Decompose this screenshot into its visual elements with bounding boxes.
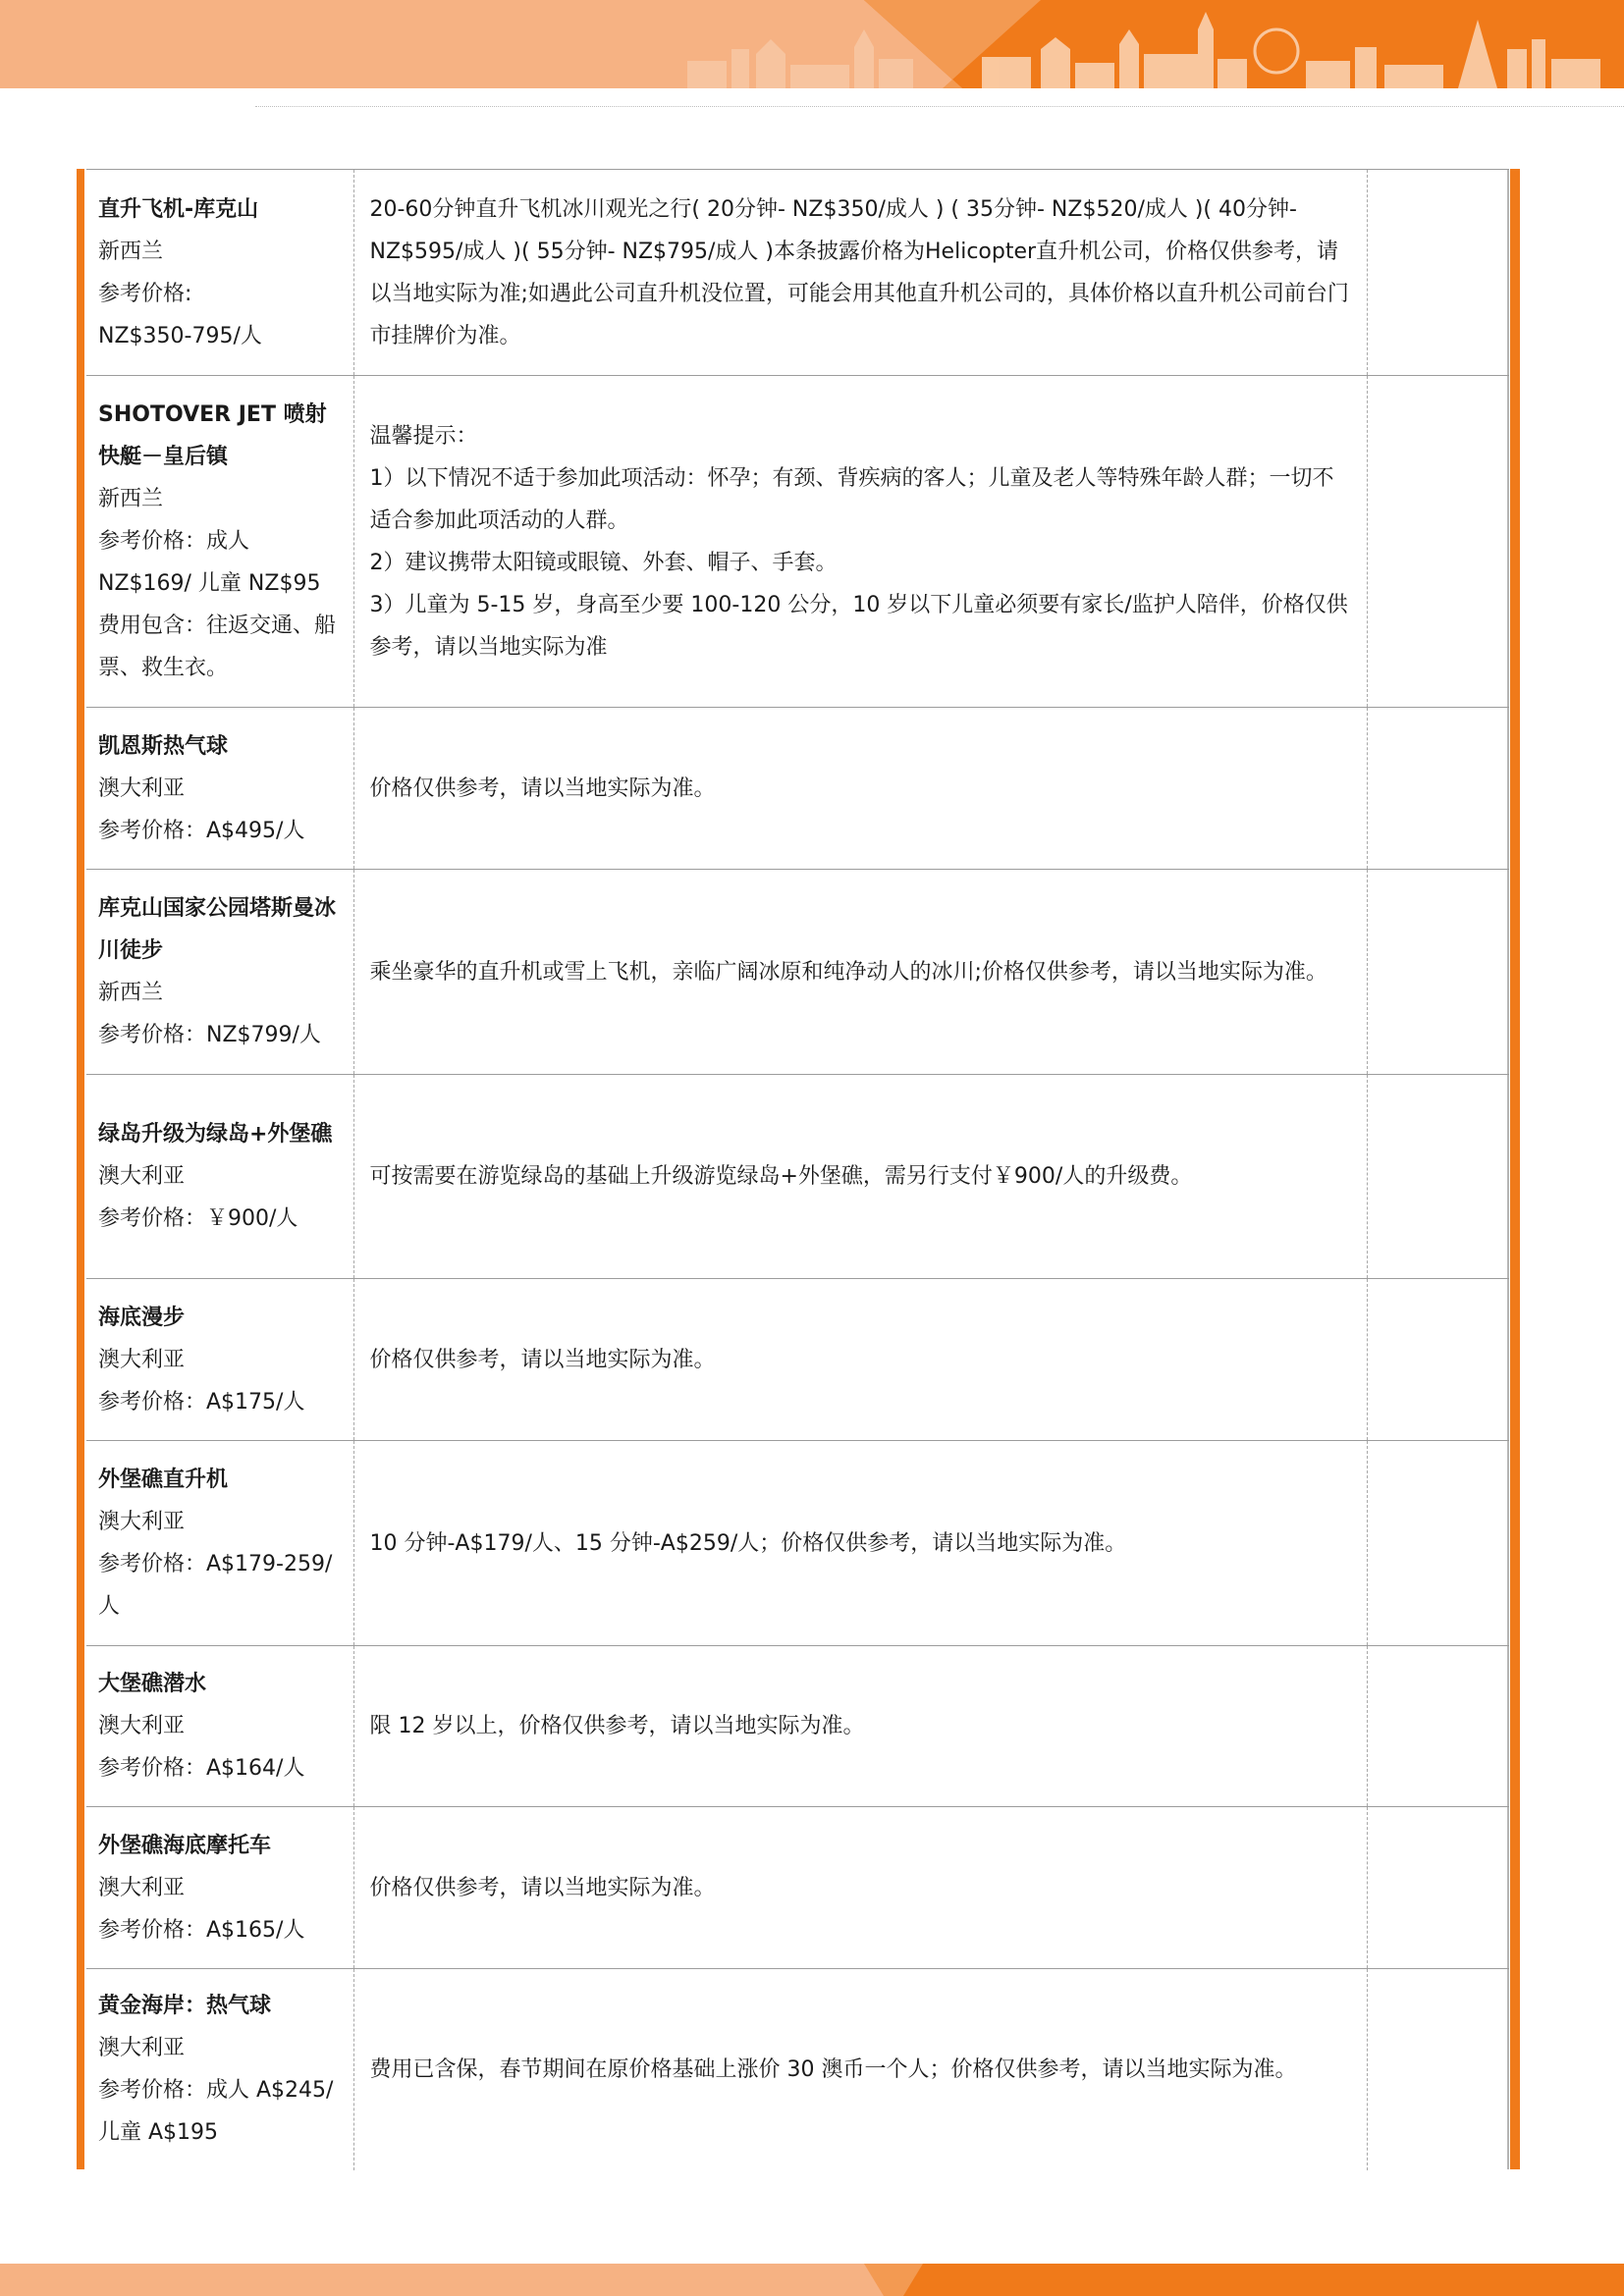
activity-country: 澳大利亚 — [98, 1510, 186, 1534]
activity-table — [86, 169, 1509, 2170]
table-row — [86, 1807, 1509, 1969]
activity-price: 参考价格：￥900/人 — [98, 1206, 298, 1231]
table-row — [86, 1075, 1509, 1279]
header-banner — [0, 0, 1624, 88]
activity-country: 澳大利亚 — [98, 2036, 186, 2061]
activity-price: 参考价格：NZ$799/人 — [98, 1023, 321, 1047]
activity-includes: 费用包含：往返交通、船票、救生衣。 — [98, 614, 337, 680]
activity-name-cell — [86, 1279, 353, 1441]
table-row — [86, 870, 1509, 1075]
empty-cell — [1367, 170, 1509, 376]
activity-title: 库克山国家公园塔斯曼冰川徒步 — [98, 896, 337, 963]
empty-cell — [1367, 870, 1509, 1075]
activity-name-cell — [86, 870, 353, 1075]
activity-price-label: 参考价格: — [98, 281, 192, 306]
footer-stripe-icon — [0, 2264, 1624, 2296]
activity-price: NZ$169/ 儿童 NZ$95 — [98, 571, 321, 596]
empty-cell — [1367, 1075, 1509, 1279]
empty-cell — [1367, 1969, 1509, 2170]
empty-cell — [1367, 1279, 1509, 1441]
table-row — [86, 376, 1509, 708]
activity-description: 价格仅供参考，请以当地实际为准。 — [369, 1875, 716, 1900]
city-skyline-icon — [0, 0, 1624, 88]
activity-table-frame — [77, 169, 1520, 2169]
activity-country: 新西兰 — [98, 239, 164, 264]
activity-name-cell — [86, 1075, 353, 1279]
activity-price-label: 参考价格：成人 — [98, 529, 250, 554]
activity-country: 澳大利亚 — [98, 775, 186, 801]
activity-description-cell — [353, 1441, 1367, 1646]
activity-name-cell — [86, 376, 353, 708]
activity-description: 10 分钟-A$179/人、15 分钟-A$259/人；价格仅供参考，请以当地实际为准。 — [369, 1530, 1127, 1556]
activity-price: 参考价格：A$175/人 — [98, 1389, 305, 1415]
activity-title: SHOTOVER JET 喷射快艇－皇后镇 — [98, 402, 327, 469]
activity-name-cell — [86, 170, 353, 376]
activity-country: 新西兰 — [98, 981, 164, 1005]
table-row — [86, 170, 1509, 376]
table-row — [86, 708, 1509, 870]
activity-price: 参考价格：A$495/人 — [98, 818, 305, 843]
activity-description-cell — [353, 1969, 1367, 2170]
table-row — [86, 1969, 1509, 2170]
activity-name-cell — [86, 1646, 353, 1807]
activity-description: 乘坐豪华的直升机或雪上飞机，亲临广阔冰原和纯净动人的冰川;价格仅供参考，请以当地实际为准。 — [369, 959, 1327, 985]
activity-name-cell — [86, 1969, 353, 2170]
activity-description-cell — [353, 708, 1367, 870]
activity-name-cell — [86, 1807, 353, 1969]
activity-title: 绿岛升级为绿岛+外堡礁 — [98, 1122, 333, 1147]
activity-price: 参考价格：成人 A$245/儿童 A$195 — [98, 2078, 334, 2146]
activity-tip-heading: 温馨提示： — [369, 423, 478, 449]
activity-description-cell — [353, 1279, 1367, 1441]
activity-description-cell — [353, 870, 1367, 1075]
footer-band — [0, 2264, 1624, 2296]
empty-cell — [1367, 376, 1509, 708]
empty-cell — [1367, 1807, 1509, 1969]
activity-description: 费用已含保，春节期间在原价格基础上涨价 30 澳币一个人；价格仅供参考，请以当地实际为准。 — [369, 2056, 1297, 2082]
activity-tip-2: 2）建议携带太阳镜或眼镜、外套、帽子、手套。 — [369, 550, 838, 575]
activity-title: 外堡礁海底摩托车 — [98, 1833, 272, 1858]
table-row — [86, 1279, 1509, 1441]
activity-price: NZ$350-795/人 — [98, 323, 262, 348]
activity-name-cell — [86, 1441, 353, 1646]
activity-description: 价格仅供参考，请以当地实际为准。 — [369, 1347, 716, 1372]
table-row — [86, 1646, 1509, 1807]
activity-price: 参考价格：A$165/人 — [98, 1917, 305, 1943]
activity-description: 可按需要在游览绿岛的基础上升级游览绿岛+外堡礁，需另行支付￥900/人的升级费。 — [369, 1164, 1193, 1189]
right-accent-bar — [1510, 169, 1520, 2169]
activity-name-cell — [86, 708, 353, 870]
activity-title: 直升飞机-库克山 — [98, 196, 259, 222]
activity-description-cell — [353, 1646, 1367, 1807]
header-divider — [255, 106, 1624, 107]
activity-description-cell — [353, 376, 1367, 708]
activity-price: 参考价格：A$179-259/人 — [98, 1552, 333, 1619]
activity-title: 外堡礁直升机 — [98, 1468, 229, 1492]
activity-country: 澳大利亚 — [98, 1714, 186, 1738]
activity-description-cell — [353, 1075, 1367, 1279]
activity-country: 新西兰 — [98, 487, 164, 511]
activity-description: 限 12 岁以上，价格仅供参考，请以当地实际为准。 — [369, 1714, 865, 1738]
activity-country: 澳大利亚 — [98, 1164, 186, 1189]
left-accent-bar — [77, 169, 84, 2169]
activity-description: 20-60分钟直升飞机冰川观光之行( 20分钟- NZ$350/成人 ) ( 35分钟- NZ$520/成人 )( 40分钟- NZ$595/成人 )( 55分钟- NZ$795/成人 )本条披露价格为Helicopter直升机公司，价格仅供参考，请以当地实际为准;如遇此公司直升机没位置，可能会用其他直升机公司的，具体价格以直升机公司前台门市挂牌价为准。 — [369, 196, 1349, 348]
activity-tip-1: 1）以下情况不适于参加此项活动：怀孕；有颈、背疾病的客人；儿童及老人等特殊年龄人群；一切不适合参加此项活动的人群。 — [369, 465, 1334, 533]
activity-title: 海底漫步 — [98, 1305, 186, 1330]
empty-cell — [1367, 708, 1509, 870]
empty-cell — [1367, 1646, 1509, 1807]
activity-country: 澳大利亚 — [98, 1875, 186, 1900]
empty-cell — [1367, 1441, 1509, 1646]
activity-title: 凯恩斯热气球 — [98, 733, 229, 759]
activity-price: 参考价格：A$164/人 — [98, 1756, 305, 1781]
activity-country: 澳大利亚 — [98, 1347, 186, 1372]
activity-title: 黄金海岸：热气球 — [98, 1994, 272, 2019]
activity-description: 价格仅供参考，请以当地实际为准。 — [369, 775, 716, 801]
activity-description-cell — [353, 170, 1367, 376]
activity-title: 大堡礁潜水 — [98, 1672, 207, 1696]
activity-description-cell — [353, 1807, 1367, 1969]
table-row — [86, 1441, 1509, 1646]
activity-tip-3: 3）儿童为 5-15 岁，身高至少要 100-120 公分，10 岁以下儿童必须要有家长/监护人陪伴，价格仅供参考，请以当地实际为准 — [369, 592, 1348, 660]
